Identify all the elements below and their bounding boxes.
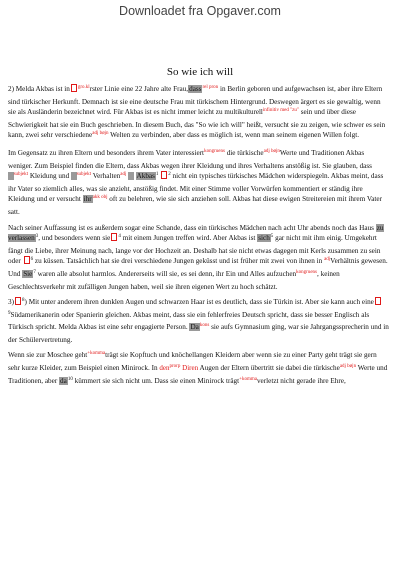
text: Welten zu verbinden, aber dass es möglich ist, wenn man seinem eigenen Willen folgt.: [110, 131, 360, 140]
highlighted-word: [8, 172, 14, 180]
correction-box: [15, 297, 21, 305]
footnote-number: 5: [270, 234, 274, 240]
document-body: [8, 84, 389, 393]
correction-mark: +komma: [239, 376, 257, 382]
correction-mark: kons: [199, 323, 210, 329]
text: Verhältnis gewesen. Und: [8, 257, 388, 278]
highlighted-word: da: [60, 376, 67, 385]
correction-mark: adj bøjn: [339, 364, 357, 370]
text: Werte und Traditionen, aber: [8, 364, 388, 385]
correction-mark: den: [159, 364, 170, 373]
text: Südamerikanerin oder Spanierin gleichen. Akbas meint, dass sie ein fehlerfreies Deutsch spricht, dass sie besser Englisch als Türkisch spricht. Melda Akbas ist eine sehr engagierte Person.: [8, 310, 370, 332]
correction-box: [161, 171, 167, 179]
text: Im Gegensatz zu ihren Eltern und besonders ihrem Vater interessiert: [8, 148, 205, 157]
text: Nach seiner Auffassung ist es außerdem sogar eine Schande, dass ein türkisches Mädchen nach acht Uhr abends noch das Haus: [8, 223, 374, 232]
correction-box: [111, 233, 117, 241]
footnote-number: 6: [30, 257, 34, 263]
highlighted-word: dass: [189, 85, 202, 93]
footnote-number: 1: [155, 172, 159, 178]
text: waren alle absolut harmlos. Andererseits will sie, es sei denn, ihr Ein und Alles aufzuchen: [37, 269, 297, 278]
text: Wenn sie zur Moschee geht: [8, 351, 88, 360]
text: Werte und Traditionen Akbas weniger. Zum Beispiel finden die Eltern, dass Akbas wegen ihrer Kleidung und ihres Verhaltens anstößig ist. Sie glauben, dass: [8, 148, 372, 170]
text: rster Linie eine 22 Jahre alte Frau,: [89, 85, 189, 93]
footnote-number: 2: [168, 172, 171, 178]
text: oft zu belehren, wie sie sich anziehen soll. Akbas hat diese ewigen Streitereien mit ihrem Vater satt.: [8, 195, 382, 216]
paragraph-4: [8, 297, 389, 345]
text: die türkische: [226, 148, 264, 157]
correction-box: [71, 84, 77, 92]
text: Verhalten: [92, 172, 121, 181]
correction-mark: subjekt: [76, 172, 92, 178]
correction-mark: kongruens: [204, 148, 225, 154]
text: in Berlin geboren und aufgewachsen ist, aber ihre Eltern sind türkischer Herkunft. Demnach ist sie eine deutsche Frau mit türkischem Hintergrund. Deswegen ärgert es sie gewaltig, wenn sie als Ausländerin bezeichnet wird. Für Akbas ist es nicht immer leicht zu: [8, 85, 383, 117]
correction-mark: +komma: [87, 351, 106, 357]
correction-mark: adj bøjn: [263, 148, 280, 154]
text: trägt sie Kopftuch und knöchellangen Kleidern aber wenn sie zu einer Party geht trägt sie gern sehr kurze Kleider, zum Beispiel einen Minirock. In: [8, 351, 377, 373]
text: , und besonders wenn sie: [38, 234, 111, 243]
footnote-number: 7: [33, 269, 36, 275]
text: sie aufs Gymnasium ging, war sie Jahrgangssprecherin und in der Schülervertretung.: [8, 323, 389, 344]
paragraph-2: [8, 148, 389, 218]
footnote-number: 3: [35, 234, 39, 240]
correction-mark: adj bøjn: [92, 131, 109, 137]
correction-mark: kongruens: [296, 269, 317, 275]
paragraph-5: [8, 350, 389, 388]
correction-mark: subjekt: [13, 172, 29, 178]
footnote-number: 8: [22, 298, 25, 304]
correction-box: [375, 297, 381, 305]
text: Augen der Eltern übertritt sie dabei die türkische: [199, 364, 340, 373]
text: Kleidung und: [29, 172, 70, 181]
paragraph-1: [8, 84, 389, 143]
highlighted-word: sich: [258, 234, 270, 243]
text: sein und über diese Schwierigkeit hat sie ein Buch geschrieben. In diesem Buch, das "So wie ich will" heißt, versucht sie zu zeigen, wie schwer es sein kann, zwei sehr verschiedene: [8, 108, 386, 140]
correction-box: [24, 256, 30, 264]
correction-mark: akk obj: [92, 195, 108, 201]
highlighted-word: zu verlassen: [8, 223, 384, 243]
highlighted-word: [71, 172, 77, 180]
text: nicht ein typisches türkisches Mädchen widerspiegeln. Akbas meint, dass ihr Vater so ziemlich alles, was sie anzieht, anstößig findet. Mit einer Stimme voller Vorwürfen kommentiert er ständig ihre Kleidung und er versucht: [8, 172, 384, 204]
download-header: Downloadet fra Opgaver.com: [119, 4, 281, 18]
correction-mark: gro.kl: [77, 85, 90, 90]
text: mit einem Jungen treffen wird. Aber Akbas ist: [122, 234, 256, 243]
correction-mark: infinitiv med "zu": [262, 108, 299, 114]
highlighted-word: Akbas: [136, 172, 155, 181]
text: 3): [8, 298, 14, 307]
text: , keinen Geschlechtsverkehr mit zufälligen Jungen haben, weil sie ihren eigenen Wert zu hoch schätzt.: [8, 269, 340, 291]
highlighted-word: [128, 172, 134, 180]
text: ) Mit unter anderem ihren dunklen Augen und schwarzen Haar ist es deutlich, dass sie Türkin ist. Aber sie kann auch eine: [24, 298, 374, 307]
correction-mark: rel pron: [202, 85, 219, 90]
highlighted-word: Sie: [23, 269, 33, 278]
correction-mark: adj: [324, 257, 331, 263]
correction-mark: multikulturell: [224, 108, 263, 117]
footnote-number: 10: [67, 376, 73, 382]
text: gar nicht mit ihm einig. Umgekehrt fängt die Liebe, ihrer Meinung nach, lange vor der Hochzeit an. Deshalb hat sie nicht etwas dagegen mit Kerls zusammen zu sein oder: [8, 234, 381, 266]
correction-mark: prorp: [169, 364, 181, 370]
correction-mark: Diren: [182, 364, 199, 373]
text: verletzt nicht gerade ihre Ehre,: [256, 376, 346, 385]
highlighted-word: Da: [190, 323, 199, 332]
text: 2) Melda Akbas ist in: [8, 85, 70, 93]
paragraph-3: [8, 223, 389, 293]
correction-mark: adj: [120, 172, 127, 178]
highlighted-word: ihr: [83, 195, 92, 204]
footnote-number: 9: [8, 310, 11, 316]
document-title: So wie ich will: [166, 66, 234, 78]
text: kümmert sie sich nicht um. Dass sie einen Minirock trägt: [74, 376, 240, 385]
text: zu küssen. Tatsächlich hat sie drei verschiedene Jungen geküsst und ist früher mit zwei von ihnen in: [34, 257, 323, 266]
footnote-number: 4: [118, 234, 121, 240]
